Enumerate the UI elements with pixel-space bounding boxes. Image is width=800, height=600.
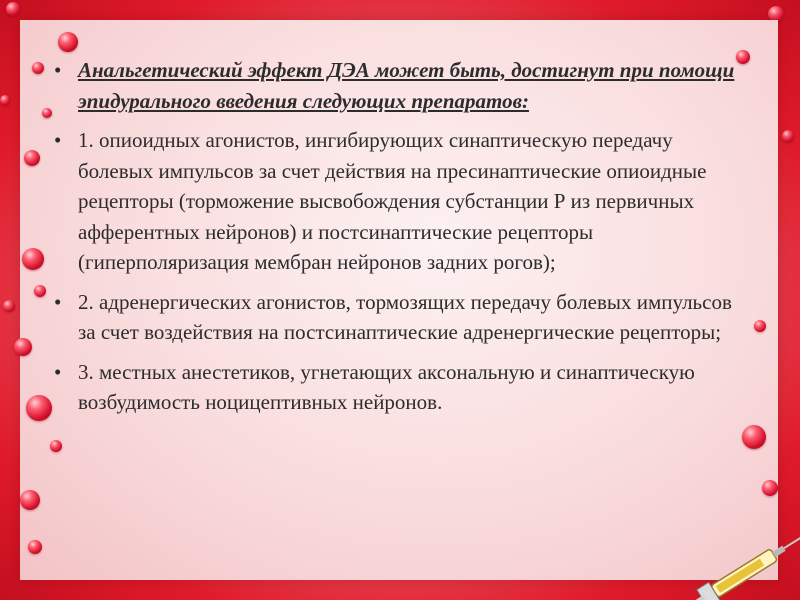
blood-cell-icon — [6, 2, 20, 16]
blood-cell-icon — [3, 300, 15, 312]
blood-cell-icon — [26, 395, 52, 421]
blood-cell-icon — [754, 320, 766, 332]
blood-cell-icon — [50, 440, 62, 452]
blood-cell-icon — [762, 480, 778, 496]
slide-text — [50, 55, 750, 427]
blood-cell-icon — [0, 95, 10, 105]
blood-cell-icon — [782, 130, 794, 142]
blood-cell-icon — [24, 150, 40, 166]
blood-cell-icon — [14, 338, 32, 356]
bullet-heading — [50, 55, 750, 116]
blood-cell-icon — [28, 540, 42, 554]
blood-cell-icon — [22, 248, 44, 270]
heading-text: Анальгетический эффект ДЭА может быть, достигнут при помощи эпидурального введения следующих препаратов: — [78, 58, 735, 113]
bullet-item-3: • 3. местных анестетиков, угнетающих аксональную и синаптическую возбудимость ноцицептивных нейронов. — [50, 357, 750, 418]
blood-cell-icon — [32, 62, 44, 74]
bullet-item-1: • 1. опиоидных агонистов, ингибирующих синаптическую передачу болевых импульсов за счет действия на пресинаптические опиоидные рецепторы (торможение высвобождения субстанции Р из первичных афферентных нейронов) и постсинаптические рецепторы (гиперполяризация мембран нейронов задних рогов); — [50, 125, 750, 278]
bullet-item-2: • 2. адренергических агонистов, тормозящих передачу болевых импульсов за счет воздействия на постсинаптические адренергические рецепторы; — [50, 287, 750, 348]
blood-cell-icon — [58, 32, 78, 52]
syringe-icon — [690, 523, 800, 600]
blood-cell-icon — [742, 425, 766, 449]
bullet-list — [50, 55, 750, 418]
blood-cell-icon — [34, 285, 46, 297]
blood-cell-icon — [20, 490, 40, 510]
